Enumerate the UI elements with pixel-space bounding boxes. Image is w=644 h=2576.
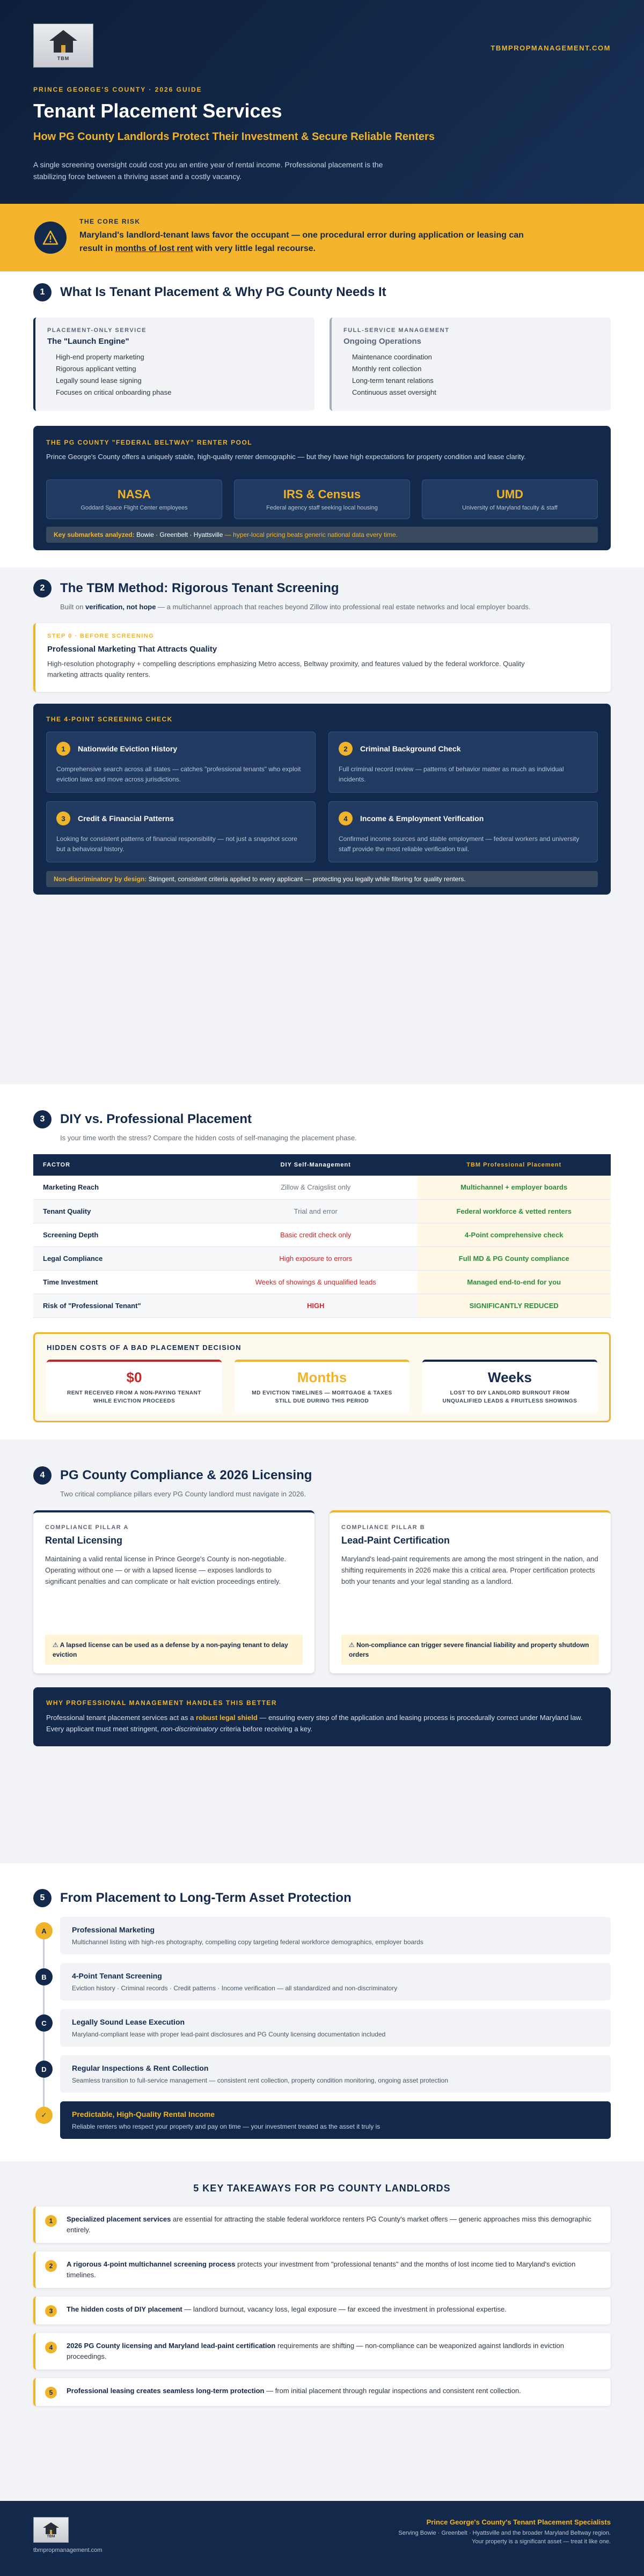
- table-row: [33, 1199, 611, 1223]
- beltway-label: THE PG COUNTY "FEDERAL BELTWAY" RENTER POOL: [46, 439, 253, 446]
- pillar-lead-paint: [330, 1510, 611, 1673]
- factor-cell: Marketing Reach: [33, 1176, 214, 1199]
- tbm-cell: Managed end-to-end for you: [417, 1270, 611, 1294]
- takeaway-item: [33, 2333, 611, 2370]
- stat-value: UMD: [496, 488, 524, 501]
- stat-caption: University of Maryland faculty & staff: [462, 505, 558, 511]
- step-number: 3: [56, 811, 70, 825]
- submarkets-note: [46, 527, 598, 543]
- comparison-table: [33, 1154, 611, 1318]
- step-text: High-resolution photography + compelling descriptions emphasizing Metro access, Beltway proximity, and features valued by the federal workforce. Quality marketing attracts quality renters.: [47, 660, 525, 678]
- screening-title: Criminal Background Check: [360, 744, 461, 753]
- page-title: Tenant Placement Services: [33, 100, 282, 122]
- timeline-step-screening: [60, 1963, 611, 2001]
- pillar-rental-licensing: [33, 1510, 314, 1673]
- submarkets-label: Key submarkets analyzed:: [54, 531, 135, 538]
- footer-logo-text: TBM: [47, 2534, 55, 2538]
- card-title: The "Launch Engine": [47, 337, 129, 346]
- section-4: [0, 1440, 644, 1863]
- section-2-header: [33, 579, 339, 597]
- hidden-cost-zero-rent: [47, 1360, 222, 1413]
- section-number: 3: [33, 1110, 52, 1128]
- screening-desc: Comprehensive search across all states — catches "professional tenants" who exploit eviction laws and move across jurisdictions.: [56, 765, 301, 783]
- diy-cell: Weeks of showings & unqualified leads: [214, 1270, 417, 1294]
- takeaway-text: A rigorous 4-point multichannel screening process protects your investment from "professional tenants" and the months of lost income tied to Maryland's eviction timelines.: [67, 2260, 576, 2279]
- stat-caption: Federal agency staff seeking local housing: [266, 505, 378, 511]
- stat-nasa: [46, 479, 222, 519]
- why-label: WHY PROFESSIONAL MANAGEMENT HANDLES THIS BETTER: [46, 1699, 277, 1707]
- lost-rent-emphasis: months of lost rent: [115, 244, 193, 253]
- screening-card-eviction: [46, 732, 316, 793]
- footer-line: Serving Bowie · Greenbelt · Hyattsville and the broader Maryland Beltway region.: [398, 2530, 611, 2536]
- takeaway-number: 2: [45, 2260, 57, 2272]
- takeaway-text: The hidden costs of DIY placement — landlord burnout, vacancy loss, legal exposure — far exceed the investment in professional expertise.: [67, 2305, 507, 2313]
- stat-irs-census: [234, 479, 410, 519]
- table-row: [33, 1176, 611, 1199]
- stat-caption: Goddard Space Flight Center employees: [80, 505, 188, 511]
- section-3: [0, 1084, 644, 1440]
- hidden-cost-weeks: [422, 1360, 597, 1413]
- takeaway-item: [33, 2252, 611, 2288]
- timeline-dot: C: [35, 2014, 53, 2032]
- footer-website-link[interactable]: tbmpropmanagement.com: [33, 2547, 103, 2553]
- timeline-dot: D: [35, 2061, 53, 2078]
- screening-title: Credit & Financial Patterns: [78, 814, 174, 823]
- hero-description: A single screening oversight could cost you an entire year of rental income. Professional placement is the stabilizing force between a thriving asset and a costly vacancy.: [33, 160, 383, 181]
- screening-card-income: [328, 801, 598, 862]
- timeline-step-desc: Eviction history · Criminal records · Credit patterns · Income verification — all standardized and non-discriminatory: [72, 1984, 398, 1992]
- hidden-cost-caption: LOST TO DIY LANDLORD BURNOUT FROM UNQUALIFIED LEADS & FRUITLESS SHOWINGS: [442, 1390, 577, 1404]
- checkmark-icon: ✓: [35, 2107, 53, 2124]
- takeaway-text: 2026 PG County licensing and Maryland lead-paint certification requirements are shifting — non-compliance can be weaponized against landlords in eviction proceedings.: [67, 2342, 565, 2360]
- screening-desc: Full criminal record review — patterns of behavior matter as much as individual incidents.: [339, 765, 564, 783]
- hero-eyebrow: PRINCE GEORGE'S COUNTY · 2026 GUIDE: [33, 86, 202, 93]
- card-label: FULL-SERVICE MANAGEMENT: [343, 327, 450, 334]
- beltway-renter-pool-box: [33, 426, 611, 550]
- placement-only-list: [47, 351, 303, 398]
- timeline-step-title: Legally Sound Lease Execution: [72, 2018, 185, 2026]
- screening-desc: Looking for consistent patterns of financial responsibility — not just a snapshot score but a behavioral history.: [56, 835, 297, 853]
- timeline-step-title: Regular Inspections & Rent Collection: [72, 2064, 209, 2072]
- submarkets-places: Bowie · Greenbelt · Hyattsville: [136, 531, 223, 538]
- diy-cell: High exposure to errors: [214, 1246, 417, 1270]
- takeaway-item: [33, 2206, 611, 2243]
- table-row: [33, 1223, 611, 1246]
- section-title: DIY vs. Professional Placement: [60, 1112, 252, 1126]
- timeline-step-title: Professional Marketing: [72, 1925, 155, 1934]
- hidden-cost-value: Weeks: [488, 1369, 532, 1385]
- card-title: Ongoing Operations: [343, 337, 421, 346]
- tbm-cell: Full MD & PG County compliance: [417, 1246, 611, 1270]
- step-title: Professional Marketing That Attracts Quality: [47, 645, 217, 654]
- house-icon: [46, 30, 80, 54]
- footer-title: Prince George's County's Tenant Placement Specialists: [426, 2518, 611, 2526]
- submarkets-tail: — hyper-local pricing beats generic national data every time.: [223, 531, 398, 538]
- section-2: [0, 567, 644, 1084]
- pillar-label: COMPLIANCE PILLAR B: [341, 1524, 426, 1531]
- step-label: STEP 0 · BEFORE SCREENING: [47, 633, 155, 639]
- section-number: 4: [33, 1466, 52, 1485]
- screening-title: Income & Employment Verification: [360, 814, 484, 823]
- core-risk-label: THE CORE RISK: [79, 218, 141, 225]
- table-row: [33, 1270, 611, 1294]
- hidden-cost-value: Months: [297, 1369, 347, 1385]
- section-1: [0, 271, 644, 567]
- screening-label: THE 4-POINT SCREENING CHECK: [46, 715, 173, 723]
- pillar-title: Lead-Paint Certification: [341, 1535, 450, 1546]
- full-service-list: [343, 351, 599, 398]
- timeline-dot: B: [35, 1968, 53, 1985]
- step-number: 2: [339, 742, 353, 756]
- list-item: Long-term tenant relations: [352, 377, 434, 385]
- factor-cell: Tenant Quality: [33, 1199, 214, 1223]
- section-3-header: [33, 1110, 252, 1128]
- step-number: 1: [56, 742, 70, 756]
- footer-line: Your property is a significant asset — treat it like one.: [472, 2538, 611, 2545]
- table-row: [33, 1246, 611, 1270]
- stat-umd: [422, 479, 598, 519]
- card-label: PLACEMENT-ONLY SERVICE: [47, 327, 147, 334]
- takeaway-text: Professional leasing creates seamless long-term protection — from initial placement through regular inspections and consistent rent collection.: [67, 2387, 521, 2395]
- section-title: From Placement to Long-Term Asset Protection: [60, 1891, 352, 1905]
- section-number: 2: [33, 579, 52, 597]
- timeline-final-outcome: [60, 2101, 611, 2139]
- diy-cell: Basic credit check only: [214, 1223, 417, 1246]
- list-item: Focuses on critical onboarding phase: [56, 388, 172, 396]
- logo-text: TBM: [57, 56, 70, 61]
- list-item: High-end property marketing: [56, 353, 144, 361]
- stat-value: NASA: [117, 488, 151, 501]
- hidden-cost-caption: RENT RECEIVED FROM A NON-PAYING TENANT WHILE EVICTION PROCEEDS: [67, 1390, 201, 1404]
- timeline-step-title: Predictable, High-Quality Rental Income: [72, 2110, 215, 2119]
- timeline-step-inspections: [60, 2055, 611, 2093]
- factor-cell: Legal Compliance: [33, 1246, 214, 1270]
- takeaways-section: [0, 2161, 644, 2501]
- footer: [0, 2501, 644, 2576]
- pillar-text: Maryland's lead-paint requirements are among the most stringent in the nation, and shifting requirements in 2026 make this a critical area. Proper certification protects both your tenants and your legal standing as a landlord.: [341, 1555, 598, 1585]
- timeline-step-marketing: [60, 1917, 611, 1954]
- tbm-cell: 4-Point comprehensive check: [417, 1223, 611, 1246]
- website-link[interactable]: TBMPROPMANAGEMENT.COM: [491, 44, 611, 52]
- section-4-subtitle: Two critical compliance pillars every PG County landlord must navigate in 2026.: [60, 1490, 306, 1498]
- pillar-label: COMPLIANCE PILLAR A: [45, 1524, 129, 1531]
- hidden-cost-value: $0: [126, 1369, 142, 1385]
- hidden-cost-caption: MD EVICTION TIMELINES — MORTGAGE & TAXES STILL DUE DURING THIS PERIOD: [252, 1390, 392, 1404]
- section-4-header: [33, 1466, 312, 1485]
- list-item: Continuous asset oversight: [352, 388, 436, 396]
- section-5-header: [33, 1889, 352, 1907]
- timeline-step-lease: [60, 2009, 611, 2047]
- list-item: Monthly rent collection: [352, 365, 422, 373]
- step-0-card: [33, 623, 611, 692]
- diy-cell: Trial and error: [214, 1199, 417, 1223]
- factor-cell: Screening Depth: [33, 1223, 214, 1246]
- timeline-step-desc: Multichannel listing with high-res photography, compelling copy targeting federal workforce demographics, employer boards: [72, 1938, 423, 1946]
- takeaway-number: 4: [45, 2342, 57, 2353]
- takeaway-number: 3: [45, 2305, 57, 2317]
- list-item: Rigorous applicant vetting: [56, 365, 136, 373]
- screening-card-criminal: [328, 732, 598, 793]
- timeline-step-desc: Reliable renters who respect your property and pay on time — your investment treated as the asset it truly is: [72, 2123, 380, 2130]
- pillar-title: Rental Licensing: [45, 1535, 123, 1546]
- section-5: [0, 1863, 644, 2501]
- table-row: [33, 1294, 611, 1317]
- house-icon: [41, 2522, 61, 2535]
- hidden-costs-box: [33, 1332, 611, 1422]
- footer-logo[interactable]: [33, 2517, 69, 2543]
- takeaway-number: 5: [45, 2387, 57, 2398]
- tbm-cell: SIGNIFICANTLY REDUCED: [417, 1294, 611, 1317]
- table-header-row: [33, 1154, 611, 1176]
- why-professional-box: [33, 1687, 611, 1746]
- full-service-card: [330, 318, 611, 411]
- core-risk-banner: [0, 204, 644, 271]
- section-3-subtitle: Is your time worth the stress? Compare the hidden costs of self-managing the placement phase.: [60, 1134, 357, 1142]
- section-number: 5: [33, 1889, 52, 1907]
- screening-check-box: [33, 704, 611, 895]
- column-header: FACTOR: [33, 1154, 214, 1176]
- why-text: Professional tenant placement services act as a robust legal shield — ensuring every step of the application and leasing process is procedurally correct under Maryland law. Every applicant must meet stringent, non-discriminatory criteria before receiving a key.: [46, 1714, 583, 1733]
- takeaway-number: 1: [45, 2215, 57, 2227]
- factor-cell: Risk of "Professional Tenant": [33, 1294, 214, 1317]
- tbm-cell: Federal workforce & vetted renters: [417, 1199, 611, 1223]
- timeline-step-title: 4-Point Tenant Screening: [72, 1972, 162, 1980]
- screening-title: Nationwide Eviction History: [78, 744, 178, 753]
- warning-icon: [34, 222, 67, 254]
- takeaway-item: [33, 2297, 611, 2324]
- non-discriminatory-note: Non-discriminatory by design: Stringent, consistent criteria applied to every applicant — protecting you legally while filtering for quality renters.: [46, 871, 598, 887]
- core-risk-text: Maryland's landlord-tenant laws favor the occupant — one procedural error during application or leasing can result in months of lost rent with very little legal recourse.: [79, 231, 524, 253]
- stat-value: IRS & Census: [283, 488, 361, 501]
- takeaway-text: Specialized placement services are essential for attracting the stable federal workforce renters PG County's market offers — generic approaches miss this demographic entirely.: [67, 2215, 591, 2234]
- section-2-subtitle: Built on verification, not hope — a multichannel approach that reaches beyond Zillow into professional real estate networks and local employer boards.: [60, 603, 531, 611]
- placement-only-card: [33, 318, 314, 411]
- beltway-text: Prince George's County offers a uniquely stable, high-quality renter demographic — but they have high expectations for property condition and lease clarity.: [46, 453, 526, 461]
- factor-cell: Time Investment: [33, 1270, 214, 1294]
- column-header: TBM Professional Placement: [417, 1154, 611, 1176]
- takeaway-item: [33, 2378, 611, 2406]
- screening-card-credit: [46, 801, 316, 862]
- step-number: 4: [339, 811, 353, 825]
- hero-banner: [0, 0, 644, 204]
- section-title: The TBM Method: Rigorous Tenant Screening: [60, 581, 339, 595]
- hidden-costs-label: HIDDEN COSTS OF A BAD PLACEMENT DECISION: [47, 1344, 241, 1352]
- screening-desc: Confirmed income sources and stable employment — federal workers and university staff provide the most reliable verification trail.: [339, 835, 580, 853]
- pillar-text: Maintaining a valid rental license in Prince George's County is non-negotiable. Operating without one — or with a lapsed license — exposes landlords to significant penalties and can complicate or halt eviction proceedings entirely.: [45, 1555, 287, 1585]
- list-item: Maintenance coordination: [352, 353, 432, 361]
- section-title: What Is Tenant Placement & Why PG County Needs It: [60, 285, 386, 299]
- timeline-step-desc: Seamless transition to full-service management — consistent rent collection, property condition monitoring, ongoing asset protection: [72, 2077, 449, 2084]
- diy-cell: HIGH: [214, 1294, 417, 1317]
- section-number: 1: [33, 283, 52, 301]
- page-subtitle: How PG County Landlords Protect Their Investment & Secure Reliable Renters: [33, 131, 435, 143]
- pillar-warning: ⚠ Non-compliance can trigger severe financial liability and property shutdown orders: [341, 1635, 599, 1665]
- diy-cell: Zillow & Craigslist only: [214, 1176, 417, 1199]
- section-1-header: [33, 283, 386, 301]
- list-item: Legally sound lease signing: [56, 377, 142, 385]
- takeaways-title: 5 KEY TAKEAWAYS FOR PG COUNTY LANDLORDS: [193, 2183, 451, 2194]
- timeline-dot: A: [35, 1922, 53, 1939]
- company-logo[interactable]: [33, 24, 93, 68]
- column-header: DIY Self-Management: [214, 1154, 417, 1176]
- timeline-step-desc: Maryland-compliant lease with proper lead-paint disclosures and PG County licensing documentation included: [72, 2031, 386, 2038]
- section-title: PG County Compliance & 2026 Licensing: [60, 1468, 312, 1482]
- pillar-warning: ⚠ A lapsed license can be used as a defense by a non-paying tenant to delay eviction: [45, 1635, 303, 1665]
- tbm-cell: Multichannel + employer boards: [417, 1176, 611, 1199]
- hidden-cost-months: [235, 1360, 409, 1413]
